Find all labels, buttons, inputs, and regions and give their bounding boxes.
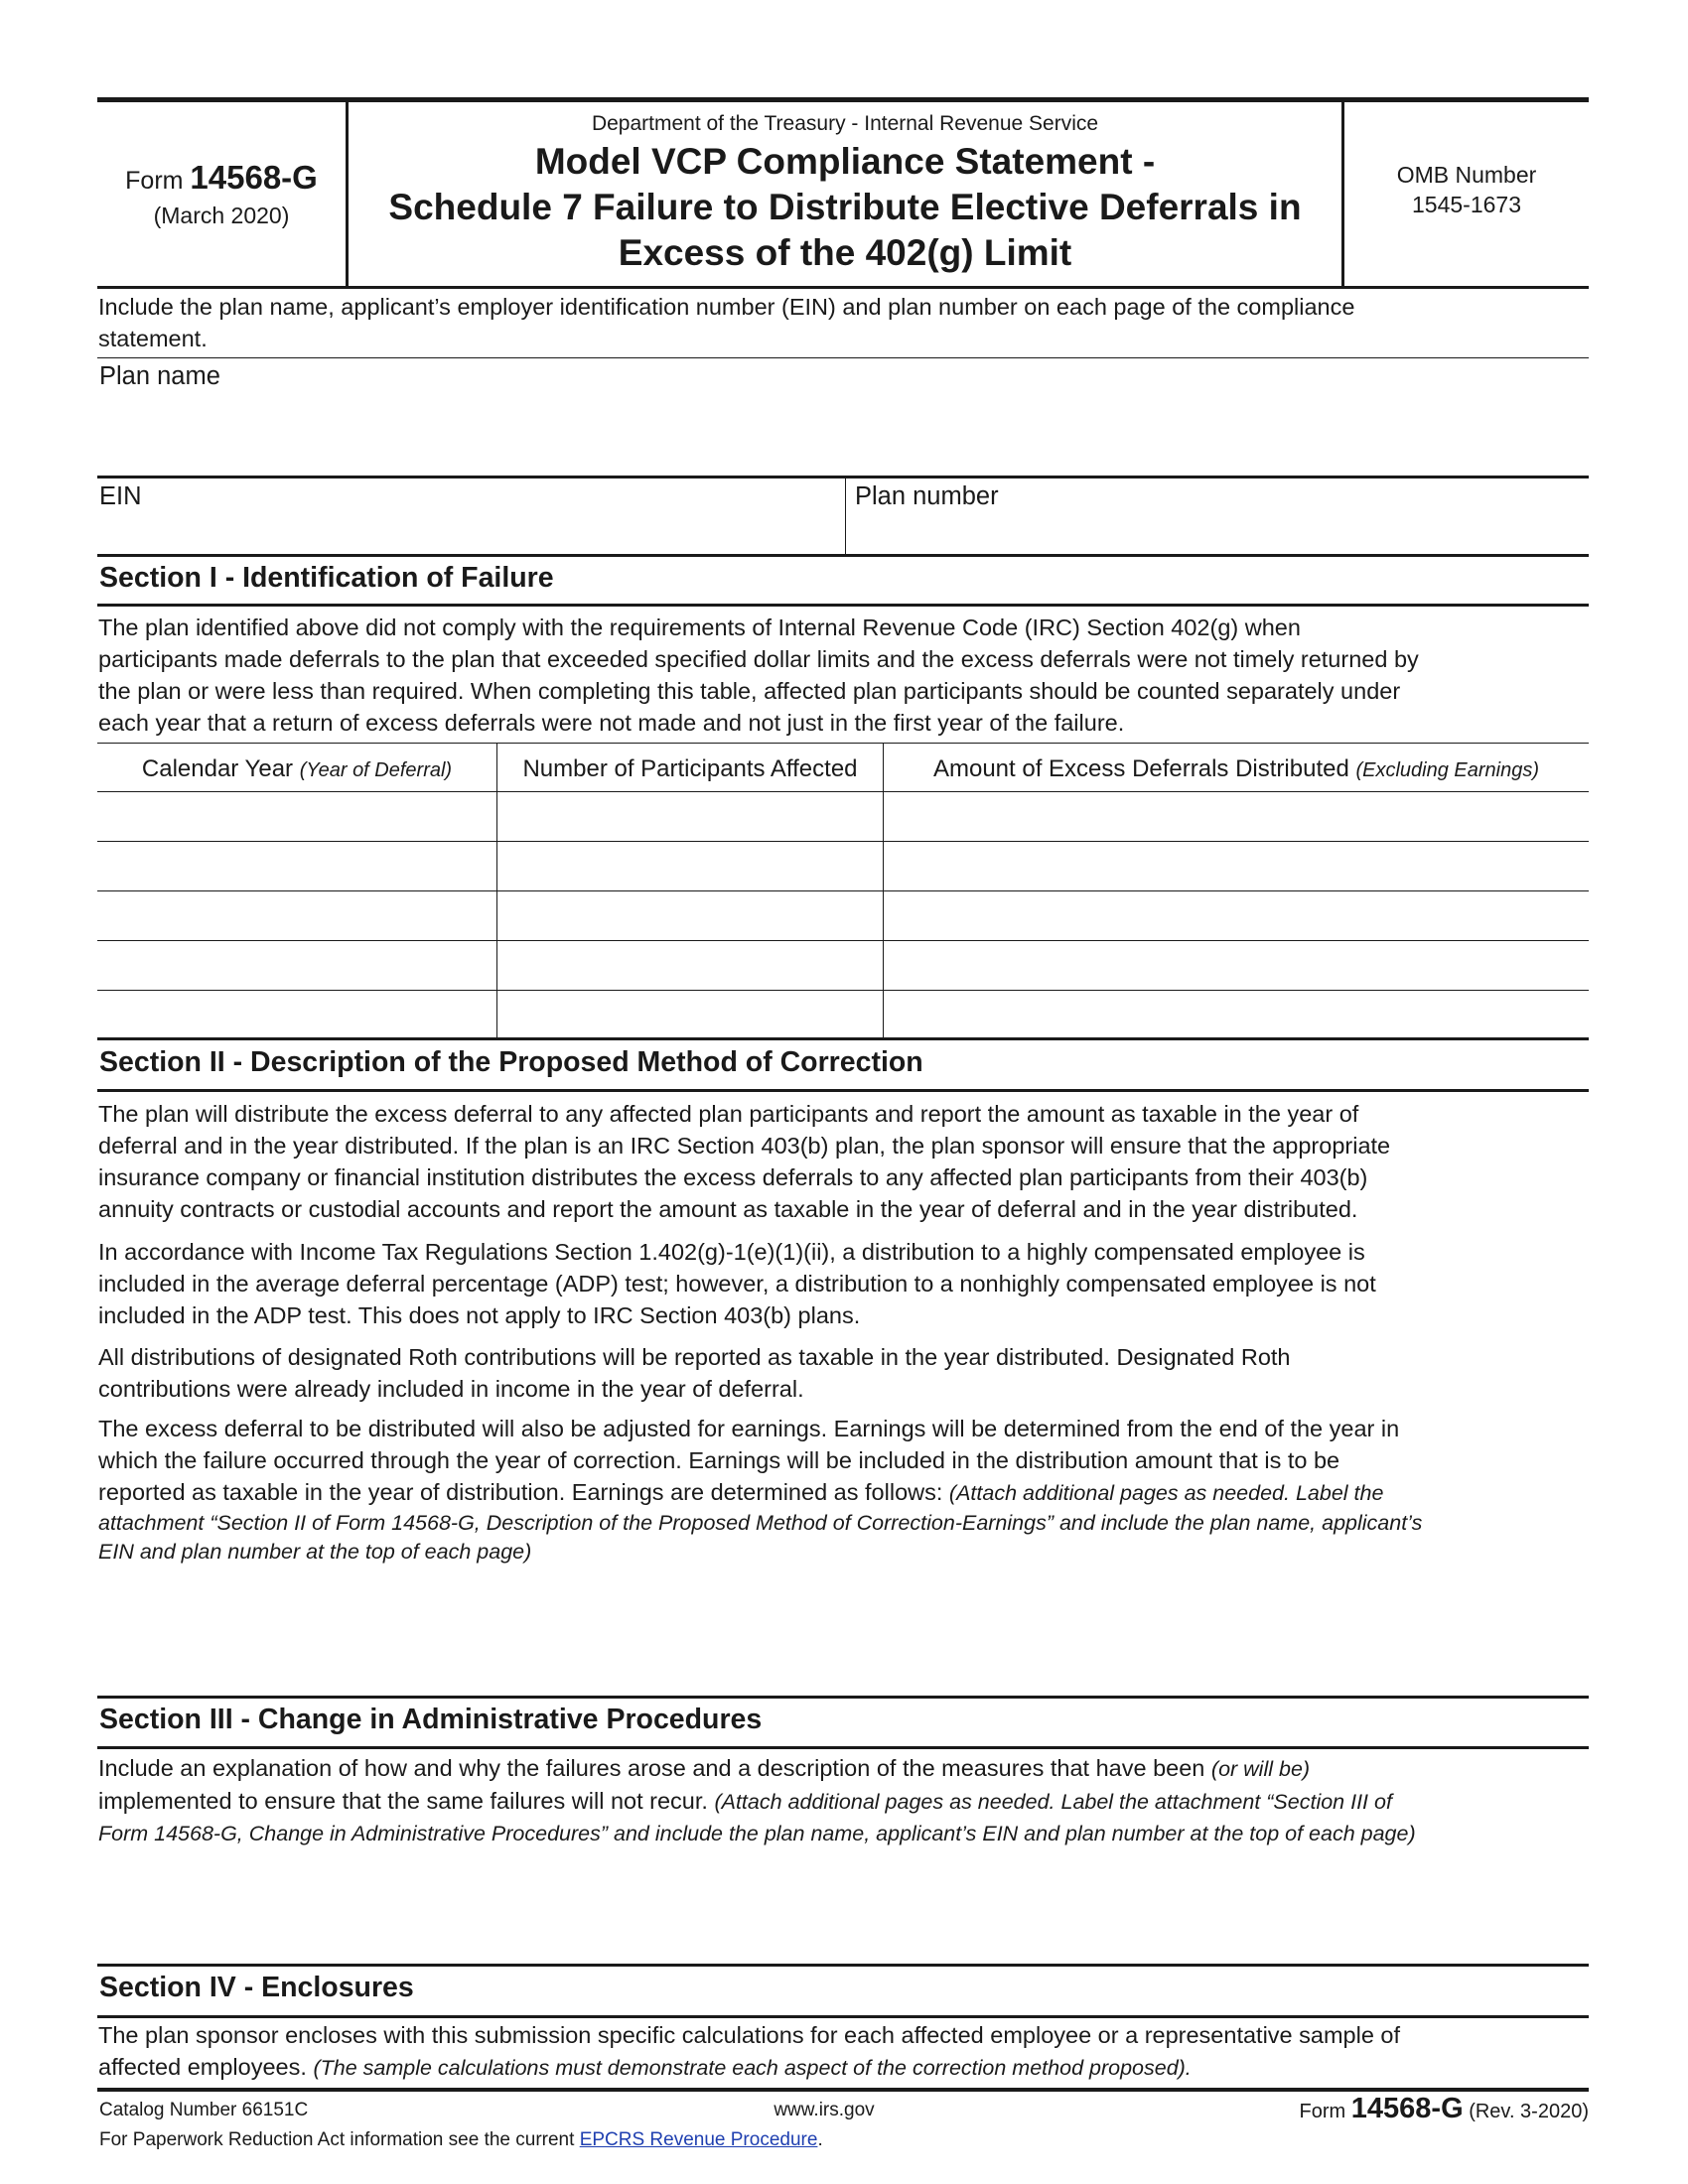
section2-line: contributions were already included in income in the year of deferral. (98, 1376, 804, 1402)
footer-form-label: Form (1299, 2101, 1346, 2122)
form-number: 14568-G (190, 159, 318, 196)
intro-rule (97, 357, 1589, 358)
table-top-rule (97, 743, 1589, 744)
form-id (97, 159, 346, 197)
section2-line: included in the ADP test. This does not apply to IRC Section 403(b) plans. (98, 1302, 861, 1328)
section1-title: Section I - Identification of Failure (99, 562, 554, 594)
section2-top-rule (97, 1037, 1589, 1040)
section3-line: Include an explanation of how and why the failures arose and a description of the measures that have been (98, 1755, 1205, 1781)
table-cell-year[interactable] (97, 942, 496, 989)
intro-line1: Include the plan name, applicant’s employer identification number (EIN) and plan number on each page of the compliance (98, 294, 1355, 320)
section1-line: each year that a return of excess deferrals were not made and not just in the first year of the failure. (98, 710, 1125, 736)
col1-label: Calendar Year (141, 755, 294, 782)
section2-paragraph-1 (98, 1098, 1588, 1225)
plan-number-input[interactable] (849, 514, 1589, 554)
omb-number: 1545-1673 (1412, 192, 1521, 217)
section4-title: Section IV - Enclosures (99, 1972, 414, 2003)
section4-text (98, 2019, 1588, 2084)
ein-input[interactable] (97, 514, 842, 554)
section2-line: The plan will distribute the excess deferral to any affected plan participants and report the amount as taxable in the year of (98, 1101, 1359, 1127)
section2-attach-note: EIN and plan number at the top of each page) (98, 1540, 532, 1564)
section2-attach-note: attachment “Section II of Form 14568-G, Description of the Proposed Method of Correction-Earnings” and include the plan name, applicant’s (98, 1511, 1423, 1535)
section2-title-rule (97, 1089, 1589, 1092)
section4-line: affected employees. (98, 2054, 307, 2080)
section2-line: insurance company or financial institution distributes the excess deferrals to any affected plan participants from their 403(b) (98, 1164, 1368, 1190)
catalog-number: Catalog Number 66151C (99, 2100, 309, 2120)
section3-note: Form 14568-G, Change in Administrative Procedures” and include the plan name, applicant’s EIN and plan number at the top of each page) (98, 1822, 1416, 1845)
section2-line: The excess deferral to be distributed will also be adjusted for earnings. Earnings will be determined from the end of the year in (98, 1416, 1400, 1441)
table-cell-participants[interactable] (497, 843, 883, 889)
plan-number-label: Plan number (855, 482, 999, 510)
section4-note: (The sample calculations must demonstrate each aspect of the correction method proposed). (313, 2056, 1192, 2080)
section2-line: annuity contracts or custodial accounts and report the amount as taxable in the year of deferral and in the year distributed. (98, 1196, 1358, 1222)
footer-revision: (Rev. 3-2020) (1469, 2101, 1589, 2122)
paperwork-text: For Paperwork Reduction Act information see the current (99, 2129, 575, 2150)
agency-name: Department of the Treasury - Internal Revenue Service (591, 112, 1099, 135)
section2-paragraph-2 (98, 1236, 1588, 1331)
section1-line: participants made deferrals to the plan that exceeded specified dollar limits and the excess deferrals were not timely returned by (98, 646, 1419, 672)
plan-name-input[interactable] (97, 397, 1589, 474)
form-title-line3: Excess of the 402(g) Limit (618, 232, 1072, 273)
intro-line2: statement. (98, 326, 208, 351)
admin-procedures-input[interactable] (97, 1848, 1589, 1964)
ein-label: EIN (99, 482, 142, 510)
table-cell-amount[interactable] (884, 843, 1589, 889)
section2-line: deferral and in the year distributed. If the plan is an IRC Section 403(b) plan, the plan sponsor will ensure that the appropriate (98, 1133, 1391, 1159)
section3-text (98, 1752, 1588, 1849)
table-row-rule (97, 940, 1589, 941)
table-row-rule (97, 890, 1589, 891)
header-bottom-rule (97, 286, 1589, 289)
section1-text (98, 612, 1588, 739)
col-header-calendar-year (97, 755, 496, 783)
plan-name-rule (97, 476, 1589, 478)
section1-top-rule (97, 554, 1589, 557)
paperwork-suffix: . (817, 2129, 823, 2150)
form-label: Form (125, 167, 184, 195)
table-cell-participants[interactable] (497, 793, 883, 840)
section4-top-rule (97, 1964, 1589, 1967)
table-cell-amount[interactable] (884, 942, 1589, 989)
footer-form-number: 14568-G (1350, 2093, 1464, 2124)
section3-title: Section III - Change in Administrative Procedures (99, 1704, 763, 1735)
table-cell-year[interactable] (97, 793, 496, 840)
section3-note: (or will be) (1210, 1757, 1311, 1781)
plan-name-label: Plan name (99, 362, 220, 390)
intro-text (98, 291, 1588, 354)
section2-paragraph-4 (98, 1413, 1588, 1567)
section1-line: The plan identified above did not comply with the requirements of Internal Revenue Code (IRC) Section 402(g) when (98, 614, 1301, 640)
col-header-participants: Number of Participants Affected (522, 755, 858, 782)
col-header-excess-amount (884, 755, 1589, 783)
section3-title-rule (97, 1746, 1589, 1749)
col3-note: (Excluding Earnings) (1355, 759, 1540, 781)
table-cell-participants[interactable] (497, 892, 883, 939)
section3-line: implemented to ensure that the same failures will not recur. (98, 1788, 708, 1814)
header-top-rule (97, 97, 1589, 102)
ein-divider (845, 478, 846, 556)
form-date: (March 2020) (153, 203, 290, 228)
table-cell-participants[interactable] (497, 942, 883, 989)
irs-website: www.irs.gov (774, 2100, 875, 2120)
earnings-method-input[interactable] (97, 1569, 1589, 1696)
section3-note: (Attach additional pages as needed. Label the attachment “Section III of (714, 1790, 1392, 1814)
section4-title-rule (97, 2015, 1589, 2018)
section2-line: reported as taxable in the year of distribution. Earnings are determined as follows: (98, 1479, 943, 1505)
col1-note: (Year of Deferral) (299, 759, 453, 781)
table-cell-participants[interactable] (497, 992, 883, 1037)
table-cell-amount[interactable] (884, 892, 1589, 939)
table-row-rule (97, 990, 1589, 991)
form-title-line1: Model VCP Compliance Statement - (534, 141, 1156, 182)
section2-attach-note: (Attach additional pages as needed. Label the (948, 1481, 1384, 1505)
table-header-rule (97, 791, 1589, 792)
table-row-rule (97, 841, 1589, 842)
footer-form-id (1300, 2093, 1589, 2125)
section3-top-rule (97, 1696, 1589, 1699)
paperwork-notice (99, 2129, 823, 2151)
section2-title: Section II - Description of the Proposed Method of Correction (99, 1046, 923, 1078)
table-cell-amount[interactable] (884, 992, 1589, 1037)
table-cell-year[interactable] (97, 892, 496, 939)
form-title-line2: Schedule 7 Failure to Distribute Elective Deferrals in (388, 187, 1302, 227)
table-cell-year[interactable] (97, 992, 496, 1037)
table-cell-amount[interactable] (884, 793, 1589, 840)
omb-label: OMB Number (1396, 162, 1537, 188)
section2-line: All distributions of designated Roth contributions will be reported as taxable in the year distributed. Designated Roth (98, 1344, 1291, 1370)
footer-rule (97, 2088, 1589, 2092)
section2-paragraph-3 (98, 1341, 1588, 1405)
section1-line: the plan or were less than required. When completing this table, affected plan participants should be counted separately under (98, 678, 1401, 704)
epcrs-link[interactable]: EPCRS Revenue Procedure (579, 2129, 818, 2150)
section2-line: which the failure occurred through the year of correction. Earnings will be included in the distribution amount that is to be (98, 1447, 1340, 1473)
col3-label: Amount of Excess Deferrals Distributed (932, 755, 1349, 782)
section1-title-rule (97, 604, 1589, 607)
section2-line: In accordance with Income Tax Regulations Section 1.402(g)-1(e)(1)(ii), a distribution to a highly compensated employee is (98, 1239, 1365, 1265)
section4-line: The plan sponsor encloses with this submission specific calculations for each affected employee or a representative sample of (98, 2022, 1401, 2048)
section2-line: included in the average deferral percentage (ADP) test; however, a distribution to a nonhighly compensated employee is not (98, 1271, 1376, 1297)
table-cell-year[interactable] (97, 843, 496, 889)
